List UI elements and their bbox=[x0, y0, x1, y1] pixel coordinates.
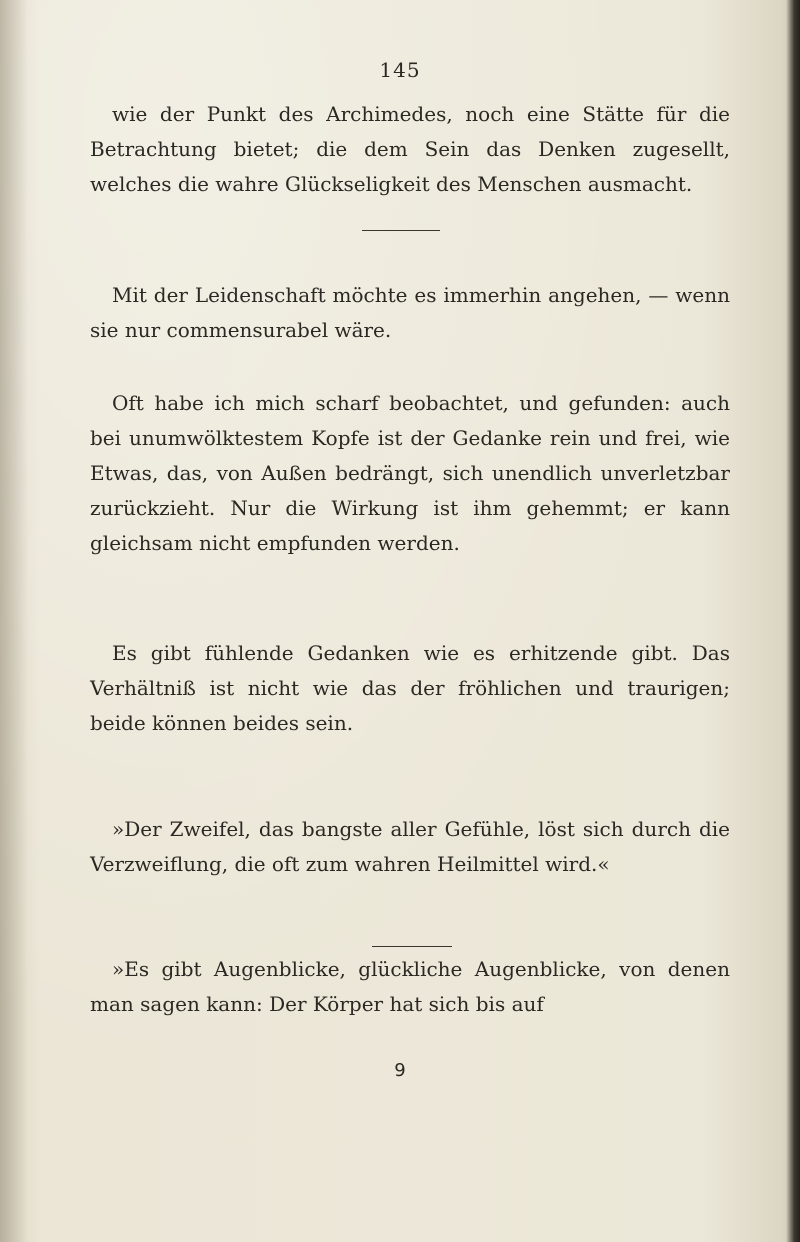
paragraph-5 bbox=[90, 812, 730, 882]
paragraph-6 bbox=[90, 952, 730, 1022]
paragraph-2 bbox=[90, 278, 730, 348]
paragraph-4 bbox=[90, 636, 730, 741]
paragraph-text: »Es gibt Augenblicke, glückliche Augenblicke, von denen man sagen kann: Der Körper hat sich bis auf bbox=[90, 957, 730, 1016]
paragraph-3 bbox=[90, 386, 730, 561]
spine-shadow bbox=[0, 0, 28, 1242]
paragraph-text: Es gibt fühlende Gedanken wie es erhitzende gibt. Das Verhältniß ist nicht wie das der fröhlichen und traurigen; beide können beides sein. bbox=[90, 641, 730, 735]
paragraph-text: wie der Punkt des Archimedes, noch eine Stätte für die Betrachtung bietet; die dem Sein das Denken zugesellt, welches die wahre Glückseligkeit des Menschen ausmacht. bbox=[90, 102, 730, 196]
page-number: 145 bbox=[379, 58, 421, 82]
page-edge bbox=[786, 0, 800, 1242]
paragraph-text: »Der Zweifel, das bangste aller Gefühle, löst sich durch die Verzweiflung, die oft zum wahren Heilmittel wird.« bbox=[90, 817, 730, 876]
section-divider bbox=[372, 946, 452, 947]
paragraph-1 bbox=[90, 97, 730, 202]
section-divider bbox=[362, 230, 440, 231]
signature-mark: 9 bbox=[394, 1060, 406, 1081]
paragraph-text: Oft habe ich mich scharf beobachtet, und gefunden: auch bei unumwölktestem Kopfe ist der Gedanke rein und frei, wie Etwas, das, von Außen bedrängt, sich unendlich unverletzbar zurückzieht. Nur die Wirkung ist ihm gehemmt; er kann gleichsam nicht empfunden werden. bbox=[90, 391, 730, 555]
paragraph-text: Mit der Leidenschaft möchte es immerhin angehen, — wenn sie nur commensurabel wäre. bbox=[90, 283, 730, 342]
